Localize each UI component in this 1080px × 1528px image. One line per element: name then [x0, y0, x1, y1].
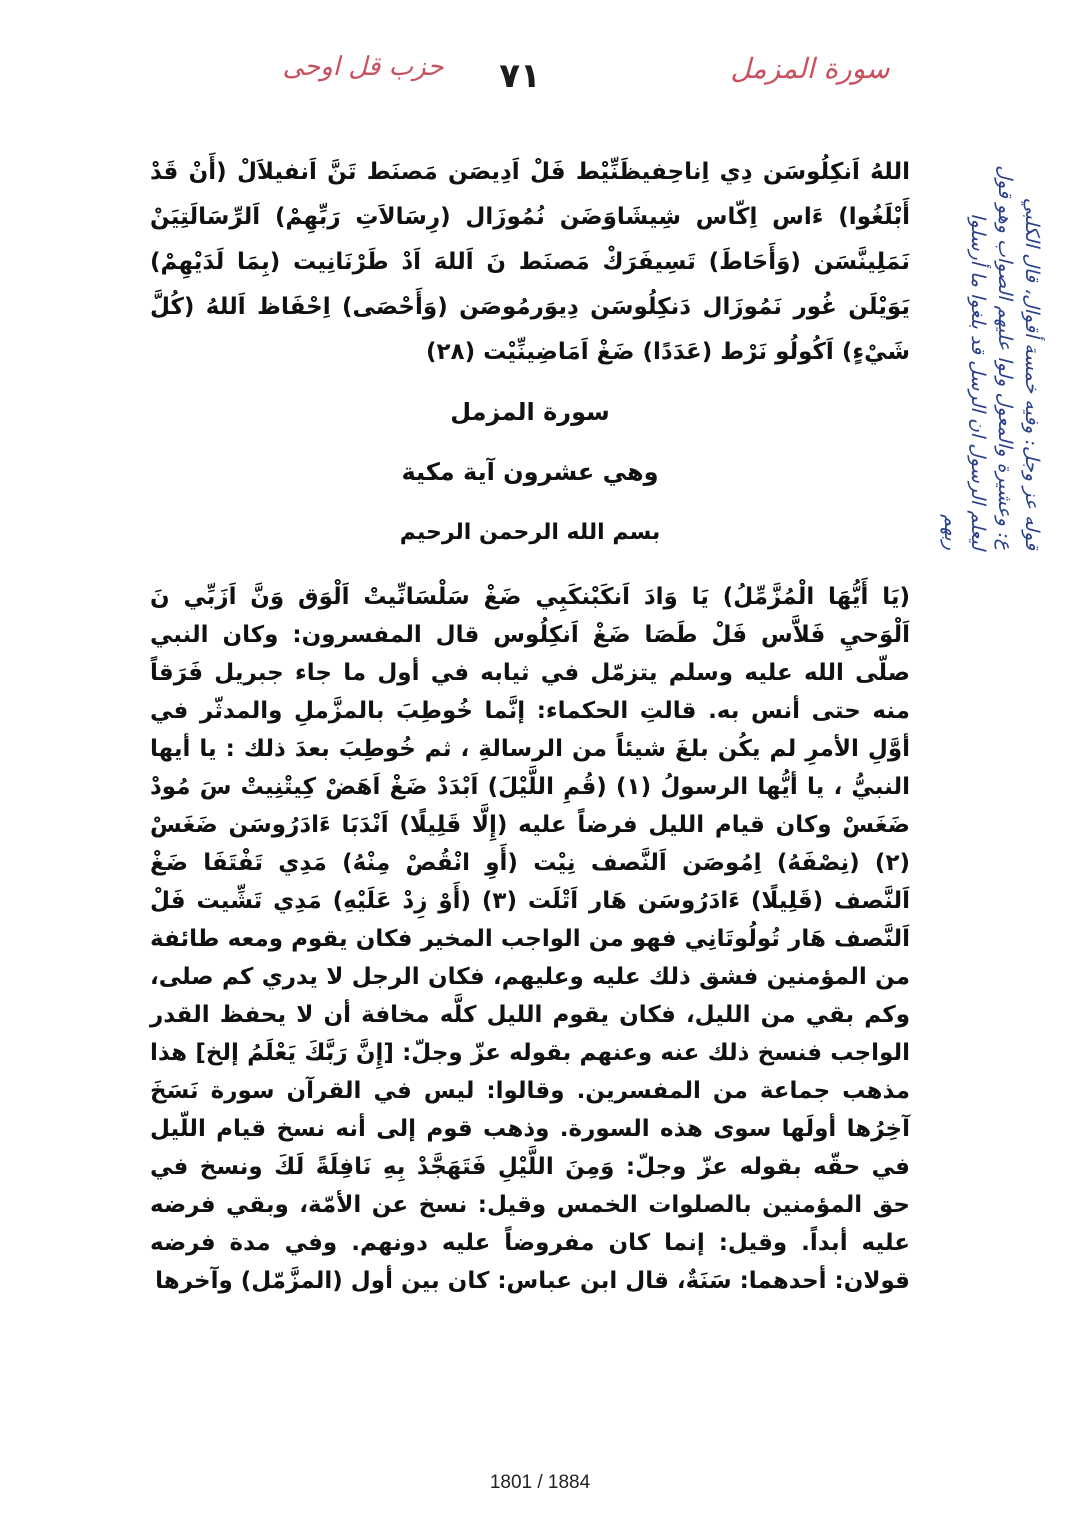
page-counter: 1801 / 1884	[489, 1472, 591, 1493]
margin-note-line: ع: وعشيرة والمعول ولوا عليهم الصواب وهو قول	[994, 165, 1016, 550]
surah-title: سورة المزمل	[450, 398, 610, 426]
intro-paragraph: اللهُ اَنكِلُوسَن دِي اِناحِفيظَنِّيْط فَلْ اَدِيصَن مَصنَط تَنَّ اَنفيلاَلْ (أَنْ قَدْ أَبْلَغُوا) ءَاس اِكّاس شِيشَاوَضَن نُمُوزَال (رِسَالاَتِ رَبِّهِمْ) اَلرِّسَالَتِيَنْ نَمَلِينَّسَن (وَأَحَاطَ) تَسِيفَرَكْ مَصنَط نَ اَللهَ اَدْ طَرْنَانِيت (بِمَا لَدَيْهِمْ) يَوَيْلَن غُور نَمُوزَال دَنكِلُوسَن دِيوَرمُوصَن (وَأَحْصَى) اِحْفَاظ اَللهُ (كُلَّ شَيْءٍ) اَكُولُو نَرْط (عَدَدًا) ضَغْ اَمَاضِينِّيْت (٢٨)	[150, 159, 910, 365]
margin-note-line: قوله عز وجل: وفيه خمسة أقوال، قال الكلبي	[1021, 197, 1043, 550]
basmala: بسم الله الرحمن الرحيم	[399, 520, 661, 545]
handwritten-hizb-note: حزب قل اوحى	[282, 52, 444, 82]
page-number: ٧١	[499, 56, 541, 96]
margin-note-line: ليعلم الرسول ان الرسل قد بلغوا ما أرسلوا	[967, 213, 989, 550]
margin-note-line: ربهم	[940, 514, 962, 550]
verse-info: وهي عشرون آية مكية	[401, 458, 659, 486]
handwritten-surah-note: سورة المزمل	[730, 52, 890, 85]
commentary-paragraph: (يَا أَيُّهَا الْمُزَّمِّلُ) يَا وَادَ اَنكَبْنكَبِي ضَغْ سَلْسَانِّيتْ اَلْوَق وَنَّ اَزَبِّي نَ اَلْوَحيِ فَلاَّس فَلْ طَصَا ضَغْ اَنكِلُوس قال المفسرون: وكان النبي صلّى الله عليه وسلم يتزمّل في ثيابه في أول ما جاء جبريل فَرَقاً منه حتى أنس به. قالتِ الحكماء: إنَّما خُوطِبَ بالمزَّملِ والمدثّر في أوَّلِ الأمرِ لم يكُن بلغَ شيئاً من الرسالةِ ، ثم خُوطِبَ بعدَ ذلك : يا أيها النبيُّ ، يا أيُّها الرسولُ (١) (قُمِ اللَّيْلَ) اَبْدَدْ ضَغْ اَهَضْ كِيتْنِيتْ سَ مُودْ ضَغَسْ وكان قيام الليل فرضاً عليه (إِلَّا قَلِيلًا) اَنْدَبَا ءَادَرُوسَن ضَغَسْ (٢) (نِصْفَهُ) اِمُوصَن اَلنَّصف نِيْت (أَوِ انْقُصْ مِنْهُ) مَدِي تَفْتَفَا ضَغْ اَلنَّصف (قَلِيلًا) ءَادَرُوسَن هَار اَتْلَت (٣) (أَوْ زِدْ عَلَيْهِ) مَدِي تَشِّيت فَلْ اَلنَّصف هَار تُولُوتَانِي فهو من الواجب المخير فكان يقوم ومعه طائفة من المؤمنين فشق ذلك عليه وعليهم، فكان الرجل لا يدري كم صلى، وكم بقي من الليل، فكان يقوم الليل كلَّه مخافة أن لا يحفظ القدر الواجب فنسخ ذلك عنه وعنهم بقوله عزّ وجلّ: [إِنَّ رَبَّكَ يَعْلَمُ إلخ] هذا مذهب جماعة من المفسرين. وقالوا: ليس في القرآن سورة نَسَخَ آخِرُها أولَها سوى هذه السورة. وذهب قوم إلى أنه نسخ قيام اللّيل في حقّه بقوله عزّ وجلّ: وَمِنَ اللَّيْلِ فَتَهَجَّدْ بِهِ نَافِلَةً لَكَ ونسخ في حق المؤمنين بالصلوات الخمس وقيل: نسخ عن الأمّة، وبقي فرضه عليه أبداً. وقيل: إنما كان مفروضاً عليه دونهم. وفي مدة فرضه قولان: أحدهما: سَنَةٌ، قال ابن عباس: كان بين أول (المزَّمّل) وآخرها	[150, 584, 910, 1294]
handwritten-margin-note	[910, 80, 1045, 550]
